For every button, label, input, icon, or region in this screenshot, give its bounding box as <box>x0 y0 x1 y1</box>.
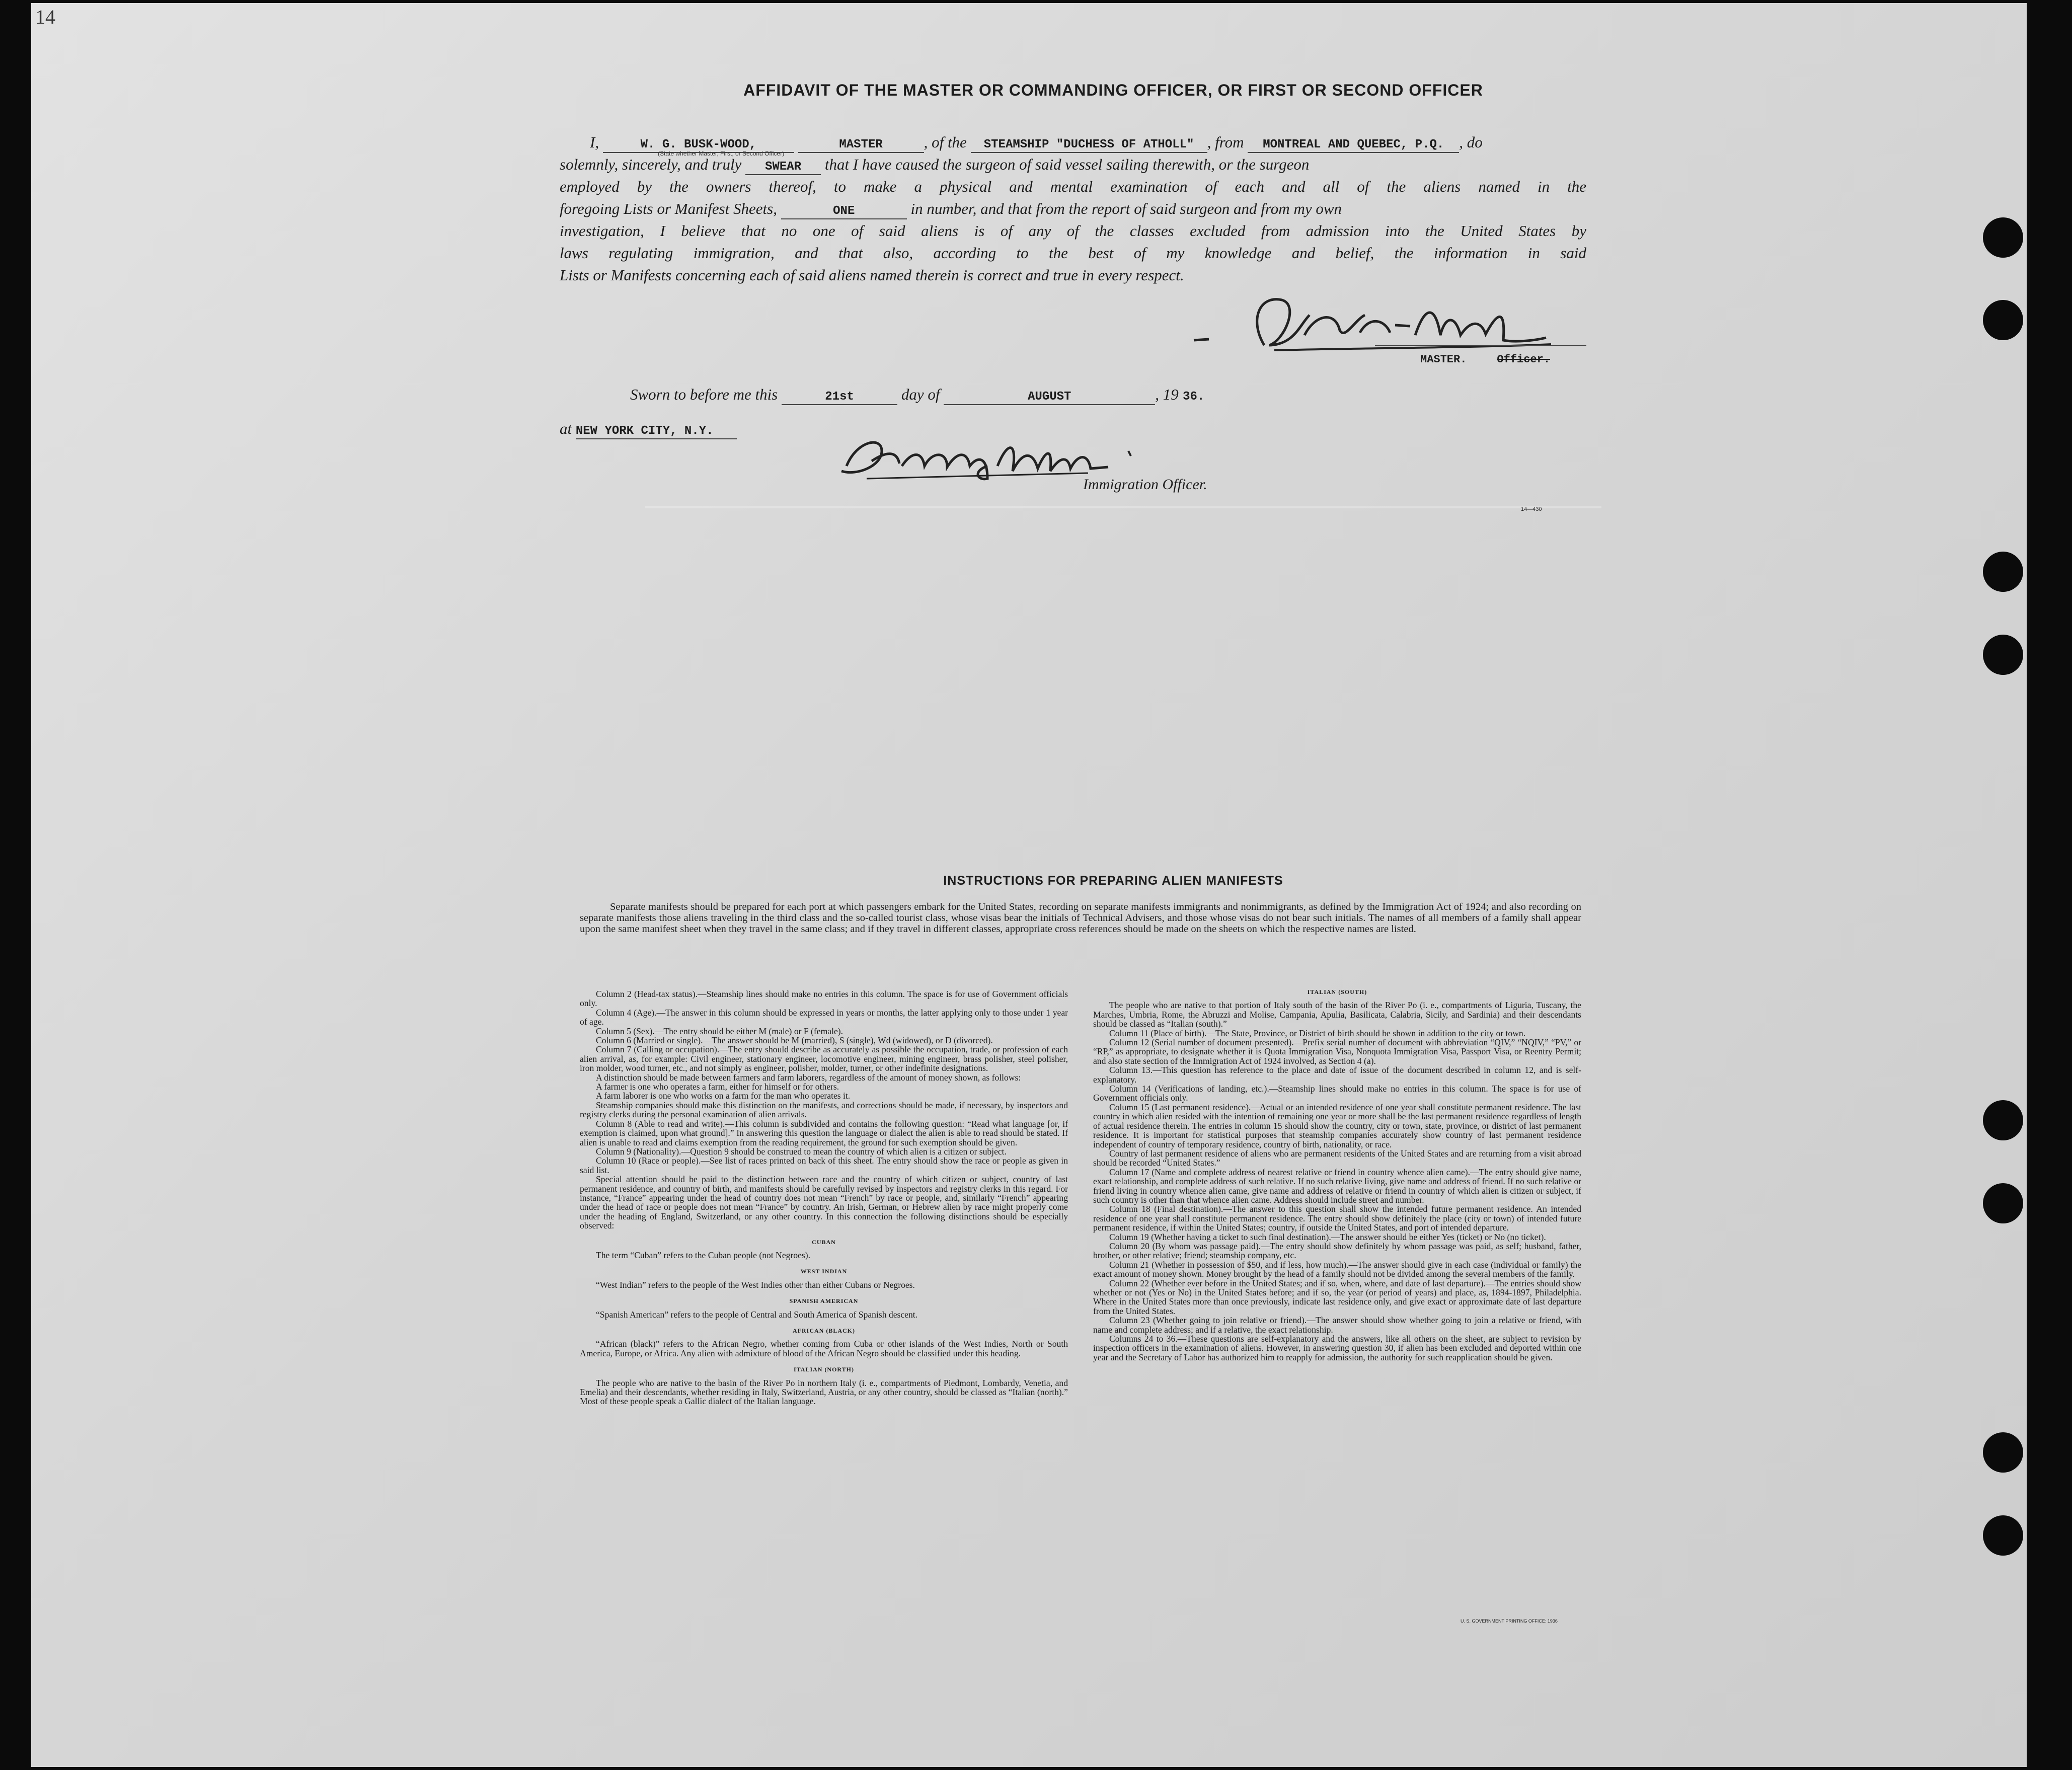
affidavit-line-5: investigation, I believe that no one of said aliens is of any of the classes excluded from admission into the United States by <box>560 222 1586 240</box>
paragraph: A farm laborer is one who works on a farm for the man who operates it. <box>596 1091 851 1101</box>
paragraph: Steamship companies should make this distinction on the manifests, and corrections should be made, if necessary, by inspectors and registry clerks during the personal examination of alien arrivals. <box>580 1100 1068 1120</box>
text: that I have caused the surgeon of said vessel sailing therewith, or the surgeon <box>824 156 1310 173</box>
punch-hole <box>1983 1183 2023 1223</box>
paragraph: Column 6 (Married or single).—The answer should be M (married), S (single), Wd (widowed), or D (divorced). <box>596 1035 993 1046</box>
month-field: AUGUST <box>944 390 1155 405</box>
paragraph: Column 18 (Final destination).—The answer to this question shall show the intended future permanent residence. An intended residence of one year shall constitute permanent residence. The entry should show definitely the place (city or town) of intended future permanent residence, if within the United States; country, if outside the United States, and port of intended departure. <box>1093 1204 1581 1233</box>
vessel-field: STEAMSHIP "DUCHESS OF ATHOLL" <box>971 138 1207 153</box>
paragraph: Special attention should be paid to the distinction between race and the country of which citizen or subject, country of last permanent residence, and country of birth, and manifests should be carefully revised by inspectors and registry clerks in this regard. For instance, “France” appearing under the head of country does not mean “French” by race or people, and, similarly “French” appearing under the head of race or people does not mean “France” by country. An Irish, German, or Hebrew alien by race might properly come under the heading of England, Switzerland, or any other country. In this connection the following distinctions should be especially observed: <box>580 1174 1068 1231</box>
section-heading: WEST INDIAN <box>800 1268 848 1275</box>
paragraph: Column 7 (Calling or occupation).—The entry should describe as accurately as possible the occupation, trade, or profession of each alien arrival, as, for example: Civil engineer, stationary engineer, locomotive engineer, mining engineer, brass polisher, steel polisher, iron molder, wood turner, etc., and not simply as engineer, polisher, molder, turner, or other indefinite designations. <box>580 1044 1068 1073</box>
affidavit-title: AFFIDAVIT OF THE MASTER OR COMMANDING OFFICER, OR FIRST OR SECOND OFFICER <box>743 81 1483 99</box>
punch-hole <box>1983 217 2023 258</box>
signature-title <box>1420 353 1550 366</box>
paragraph: Column 9 (Nationality).—Question 9 should be construed to mean the country of which alien is a citizen or subject. <box>596 1146 1007 1157</box>
paragraph: Column 13.—This question has reference to the place and date of issue of the document described in column 12, and is self-explanatory. <box>1093 1065 1581 1085</box>
paragraph: Column 22 (Whether ever before in the United States; and if so, when, where, and date of last departure).—The entries should show whether or not (Yes or No) in the United States before; and if so, the year (or period of years) and place, as, 1894-1897, Philadelphia. Where in the United States more than once previously, indicate last residence only, and give exact or approximate date of last departure from the United States. <box>1093 1278 1581 1316</box>
text: , from <box>1207 133 1244 151</box>
section-heading: ITALIAN (SOUTH) <box>1307 988 1367 995</box>
punch-hole <box>1983 300 2023 340</box>
instructions-left-column <box>580 989 1068 1406</box>
master-title: MASTER. <box>1420 353 1467 366</box>
affidavit-line-4 <box>560 198 1586 220</box>
paragraph: Column 10 (Race or people).—See list of races printed on back of this sheet. The entry should show the race or people as given in said list. <box>580 1156 1068 1175</box>
paragraph: Columns 24 to 36.—These questions are self-explanatory and the answers, like all others on the sheet, are subject to revision by inspection officers in the examination of aliens. However, in answering question 30, if alien has been excluded and deported within one year and the Secretary of Labor has authorized him to reapply for admission, the authority for such reapplication should be given. <box>1093 1334 1581 1362</box>
year-field: 36. <box>1183 390 1205 404</box>
text: I, <box>590 133 599 151</box>
fold-line <box>645 506 1601 508</box>
paragraph: Column 12 (Serial number of document presented).—Prefix serial number of document with abbreviation “QIV,” “NQIV,” “PV,” or “RP,” as appropriate, to designate whether it is Quota Immigration Visa, Nonquota Immigration Visa, Passport Visa, or Reentry Permit; and also state section of the Immigration Act of 1924 involved, as Section 4 (a). <box>1093 1037 1581 1066</box>
punch-hole <box>1983 1100 2023 1140</box>
section-heading: SPANISH AMERICAN <box>789 1297 859 1305</box>
punch-hole <box>1983 1515 2023 1556</box>
punch-hole <box>1983 635 2023 675</box>
section-heading: AFRICAN (BLACK) <box>793 1327 855 1334</box>
instructions-right-column <box>1093 987 1581 1362</box>
paragraph: Column 14 (Verifications of landing, etc.).—Steamship lines should make no entries in this column. The space is for use of Government officials only. <box>1093 1084 1581 1103</box>
master-signature <box>1174 285 1556 360</box>
paragraph: Column 2 (Head-tax status).—Steamship lines should make no entries in this column. The space is for use of Government officials only. <box>580 989 1068 1009</box>
instructions-intro: Separate manifests should be prepared for each port at which passengers embark for the United States, recording on separate manifests immigrants and nonimmigrants, as defined by the Immigration Act of 1924; and also recording on separate manifests those aliens traveling in the third class and the so-called tourist class, whose visas bear the initials of Technical Advisers, and those whose visas do not bear such initials. The names of all members of a family shall appear upon the same manifest sheet when they travel in the same class; and if they travel in different classes, appropriate cross references should be made on the sheets on which the respective names are listed. <box>580 901 1581 935</box>
rank-note: (State whether Master, First, or Second Officer) <box>658 150 785 157</box>
instructions-title: INSTRUCTIONS FOR PREPARING ALIEN MANIFESTS <box>943 874 1283 888</box>
text: day of <box>901 386 940 403</box>
printer-imprint: U. S. GOVERNMENT PRINTING OFFICE: 1936 <box>1461 1619 1558 1624</box>
paragraph: A farmer is one who operates a farm, either for himself or for others. <box>596 1082 839 1092</box>
rank-field: MASTER <box>798 138 924 153</box>
text: solemnly, sincerely, and truly <box>560 156 742 173</box>
paragraph: Column 21 (Whether in possession of $50, and if less, how much).—The answer should give in each case (individual or family) the exact amount of money shown. Money brought by the head of a family should not be divided among the several members of the family. <box>1093 1259 1581 1279</box>
paragraph: “African (black)” refers to the African Negro, whether coming from Cuba or other islands of the West Indies, North or South America, Europe, or Africa. Any alien with admixture of blood of the African Negro should be classified under this heading. <box>580 1339 1068 1358</box>
manifest-page <box>31 3 2027 1767</box>
paragraph: A distinction should be made between farmers and farm laborers, regardless of the amount of money shown, as follows: <box>596 1072 1021 1083</box>
oath-field: SWEAR <box>745 160 821 175</box>
affidavit-line-6: laws regulating immigration, and that also, according to the best of my knowledge and belief, the information in said <box>560 244 1586 262</box>
text: , 19 <box>1155 386 1179 403</box>
corner-mark: 14 <box>35 6 55 28</box>
section-heading: ITALIAN (NORTH) <box>793 1366 855 1373</box>
paragraph: Column 8 (Able to read and write).—This column is subdivided and contains the following question: “Read what language [or, if exemption is claimed, upon what ground].” In answering this question the language or dialect the alien is able to read should be stated. If alien is unable to read and claims exemption from the reading requirement, the ground for such exemption should be given. <box>580 1118 1068 1147</box>
day-field: 21st <box>782 390 897 405</box>
text: at <box>560 420 572 437</box>
punch-hole <box>1983 1432 2023 1473</box>
paragraph: Country of last permanent residence of aliens who are permanent residents of the United States and are returning from a visit abroad should be recorded “United States.” <box>1093 1148 1581 1168</box>
sheets-field: ONE <box>781 204 907 219</box>
paragraph: Column 15 (Last permanent residence).—Actual or an intended residence of one year shall constitute permanent residence. The last country in which alien resided with the intention of remaining one year or more shall be the last permanent residence regardless of length of actual residence therein. The entries in column 15 should show the country, city or town, state, province, or district of last permanent residence. It is important for statistical purposes that steamship companies accurately show country of last permanent residence independent of country of temporary residence, country of birth, nationality, or race. <box>1093 1102 1581 1149</box>
text: , do <box>1459 133 1483 151</box>
port-field: MONTREAL AND QUEBEC, P.Q. <box>1248 138 1459 153</box>
text: in number, and that from the report of said surgeon and from my own <box>910 200 1342 217</box>
place-field: NEW YORK CITY, N.Y. <box>576 424 737 439</box>
master-name-field: W. G. BUSK-WOOD, <box>603 138 794 153</box>
paragraph: “West Indian” refers to the people of the West Indies other than either Cubans or Negroes. <box>596 1279 915 1290</box>
paragraph: Column 5 (Sex).—The entry should be either M (male) or F (female). <box>596 1026 843 1036</box>
place-line <box>560 420 737 439</box>
text: Sworn to before me this <box>630 386 778 403</box>
signature-line <box>1375 345 1586 346</box>
paragraph: Column 20 (By whom was passage paid).—The entry should show definitely by whom passage was paid, as self; husband, father, brother, or other relative; friend; steamship company, etc. <box>1093 1241 1581 1261</box>
paragraph: Column 11 (Place of birth).—The State, Province, or District of birth should be shown in addition to the city or town. <box>1109 1028 1526 1038</box>
section-heading: CUBAN <box>812 1238 836 1246</box>
punch-hole <box>1983 552 2023 592</box>
sworn-line <box>630 386 1209 405</box>
paragraph: The people who are native to the basin of the River Po in northern Italy (i. e., compartments of Piedmont, Lombardy, Venetia, and Emelia) and their descendants, whether residing in Italy, Switzerland, Austria, or any other country, should be classed as “Italian (north).” Most of these people speak a Gallic dialect of the Italian language. <box>580 1377 1068 1407</box>
affidavit-line-3: employed by the owners thereof, to make a physical and mental examination of each and all of the aliens named in the <box>560 178 1586 195</box>
paragraph: “Spanish American” refers to the people of Central and South America of Spanish descent. <box>596 1309 918 1320</box>
paragraph: Column 17 (Name and complete address of nearest relative or friend in country whence alien came).—The entry should give name, exact relationship, and complete address of such relative. If no such relative living, give name and address of friend. If no such relative or friend living in country whence alien came, give name and address of relative or friend in country of which alien is citizen or subject, if such country is other than that whence alien came. Address should include street and number. <box>1093 1167 1581 1205</box>
paragraph: The people who are native to that portion of Italy south of the basin of the River Po (i. e., compartments of Liguria, Tuscany, the Marches, Umbria, Rome, the Abruzzi and Molise, Campania, Apulia, Basilicata, Calabria, Sicily, and Sardinia) and their descendants should be classed as “Italian (south).” <box>1093 1000 1581 1029</box>
text: , of the <box>924 133 967 151</box>
affidavit-line-7: Lists or Manifests concerning each of said aliens named therein is correct and true in every respect. <box>560 266 1184 284</box>
form-number: 14—430 <box>1521 506 1542 512</box>
paragraph: Column 23 (Whether going to join relative or friend).—The answer should show whether going to join a relative or friend, with name and complete address; and if a relative, the exact relationship. <box>1093 1315 1581 1335</box>
immigration-officer-label: Immigration Officer. <box>1083 476 1207 493</box>
paragraph: Column 4 (Age).—The answer in this column should be expressed in years or months, the latter applying only to those under 1 year of age. <box>580 1007 1068 1027</box>
paragraph: Column 19 (Whether having a ticket to such final destination).—The answer should be either Yes (ticket) or No (no ticket). <box>1109 1232 1546 1242</box>
officer-title-struck: Officer. <box>1497 353 1551 366</box>
text: foregoing Lists or Manifest Sheets, <box>560 200 777 217</box>
paragraph: The term “Cuban” refers to the Cuban people (not Negroes). <box>596 1250 811 1260</box>
